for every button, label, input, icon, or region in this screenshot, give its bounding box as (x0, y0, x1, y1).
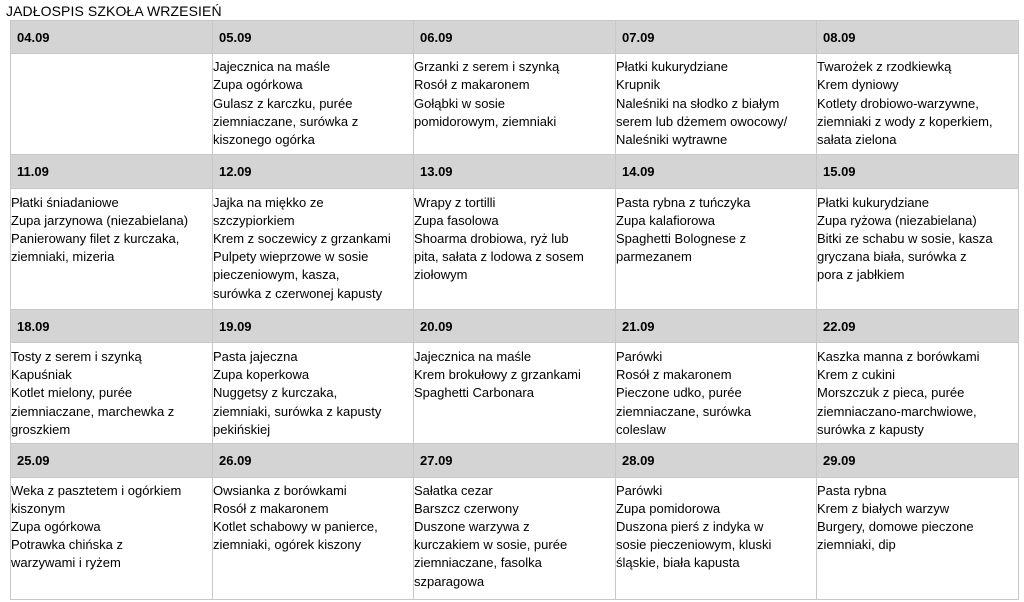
date-header: 19.09 (213, 309, 414, 342)
date-header: 11.09 (11, 155, 213, 188)
menu-text: Pasta rybna Krem z białych warzyw Burgery, domowe pieczone ziemniaki, dip (817, 482, 974, 553)
date-header: 18.09 (11, 309, 213, 342)
week-2-date-row (11, 155, 1019, 188)
menu-cell (213, 54, 414, 155)
menu-text: Wrapy z tortilli Zupa fasolowa Shoarma drobiowa, ryż lub pita, sałata z lodowa z sosem ziołowym (414, 194, 584, 283)
date-header: 13.09 (414, 155, 616, 188)
menu-cell (817, 54, 1019, 155)
date-header: 22.09 (817, 309, 1019, 342)
week-3-menu-row (11, 343, 1019, 444)
date-header: 12.09 (213, 155, 414, 188)
date-header: 07.09 (616, 21, 817, 54)
menu-text: Płatki śniadaniowe Zupa jarzynowa (niezabielana) Panierowany filet z kurczaka, ziemniaki, mizeria (11, 194, 189, 265)
page-title: JADŁOSPIS SZKOŁA WRZESIEŃ (6, 3, 222, 19)
menu-cell (11, 54, 213, 155)
menu-cell (817, 188, 1019, 309)
date-header: 08.09 (817, 21, 1019, 54)
menu-table (10, 20, 1019, 600)
menu-text: Owsianka z borówkami Rosół z makaronem Kotlet schabowy w panierce, ziemniaki, ogórek kiszony (213, 482, 378, 553)
menu-cell (616, 343, 817, 444)
menu-cell (414, 54, 616, 155)
week-1-menu-row (11, 54, 1019, 155)
week-3-date-row (11, 309, 1019, 342)
date-header: 25.09 (11, 444, 213, 477)
menu-cell (817, 343, 1019, 444)
week-2-menu-row (11, 188, 1019, 309)
menu-text: Parówki Rosół z makaronem Pieczone udko, purée ziemniaczane, surówka coleslaw (616, 349, 752, 437)
date-header: 28.09 (616, 444, 817, 477)
menu-cell (616, 188, 817, 309)
date-header: 27.09 (414, 444, 616, 477)
menu-text: Pasta rybna z tuńczyka Zupa kalafiorowa Spaghetti Bolognese z parmezanem (616, 194, 751, 265)
menu-text: Parówki Zupa pomidorowa Duszona pierś z indyka w sosie pieczeniowym, kluski śląskie, biała kapusta (616, 482, 772, 571)
date-header: 26.09 (213, 444, 414, 477)
date-header: 15.09 (817, 155, 1019, 188)
menu-cell (616, 477, 817, 599)
menu-cell (414, 477, 616, 599)
date-header: 04.09 (11, 21, 213, 54)
date-header: 06.09 (414, 21, 616, 54)
menu-text: Jajecznica na maśle Zupa ogórkowa Gulasz z karczku, purée ziemniaczane, surówka z kiszonego ogórka (213, 59, 359, 147)
week-4-date-row (11, 444, 1019, 477)
date-header: 05.09 (213, 21, 414, 54)
menu-text: Sałatka cezar Barszcz czerwony Duszone warzywa z kurczakiem w sosie, purée ziemniaczane, fasolka szparagowa (414, 482, 568, 589)
week-4-menu-row (11, 477, 1019, 599)
menu-cell (817, 477, 1019, 599)
menu-cell (213, 343, 414, 444)
menu-text: Weka z pasztetem i ogórkiem kiszonym Zupa ogórkowa Potrawka chińska z warzywami i ryżem (11, 482, 182, 571)
date-header: 20.09 (414, 309, 616, 342)
menu-cell (11, 188, 213, 309)
menu-text: Jajka na miękko ze szczypiorkiem Krem z soczewicy z grzankami Pulpety wieprzowe w sosie pieczeniowym, kasza, surówka z czerwonej kapusty (213, 194, 391, 301)
menu-text: Kaszka manna z borówkami Krem z cukini Morszczuk z pieca, purée ziemniaczano-marchwiowe, surówka z kapusty (817, 349, 980, 437)
menu-cell (11, 343, 213, 444)
menu-text: Tosty z serem i szynką Kapuśniak Kotlet mielony, purée ziemniaczane, marchewka z groszkiem (11, 349, 175, 437)
date-header: 14.09 (616, 155, 817, 188)
menu-text: Jajecznica na maśle Krem brokułowy z grzankami Spaghetti Carbonara (414, 349, 581, 401)
menu-cell (213, 477, 414, 599)
menu-cell (11, 477, 213, 599)
menu-cell (414, 188, 616, 309)
date-header: 29.09 (817, 444, 1019, 477)
menu-cell (616, 54, 817, 155)
menu-text: Płatki kukurydziane Zupa ryżowa (niezabielana) Bitki ze schabu w sosie, kasza gryczana biała, surówka z pora z jabłkiem (817, 194, 993, 283)
week-1-date-row (11, 21, 1019, 54)
menu-text: Twarożek z rzodkiewką Krem dyniowy Kotlety drobiowo-warzywne, ziemniaki z wody z koperkiem, sałata zielona (817, 59, 993, 147)
menu-text: Płatki kukurydziane Krupnik Naleśniki na słodko z białym serem lub dżemem owocowy/ Naleśniki wytrawne (616, 59, 788, 147)
menu-text: Pasta jajeczna Zupa koperkowa Nuggetsy z kurczaka, ziemniaki, surówka z kapusty pekińskiej (213, 349, 382, 437)
menu-text: Grzanki z serem i szynką Rosół z makaronem Gołąbki w sosie pomidorowym, ziemniaki (414, 59, 560, 129)
date-header: 21.09 (616, 309, 817, 342)
menu-cell (213, 188, 414, 309)
menu-cell (414, 343, 616, 444)
